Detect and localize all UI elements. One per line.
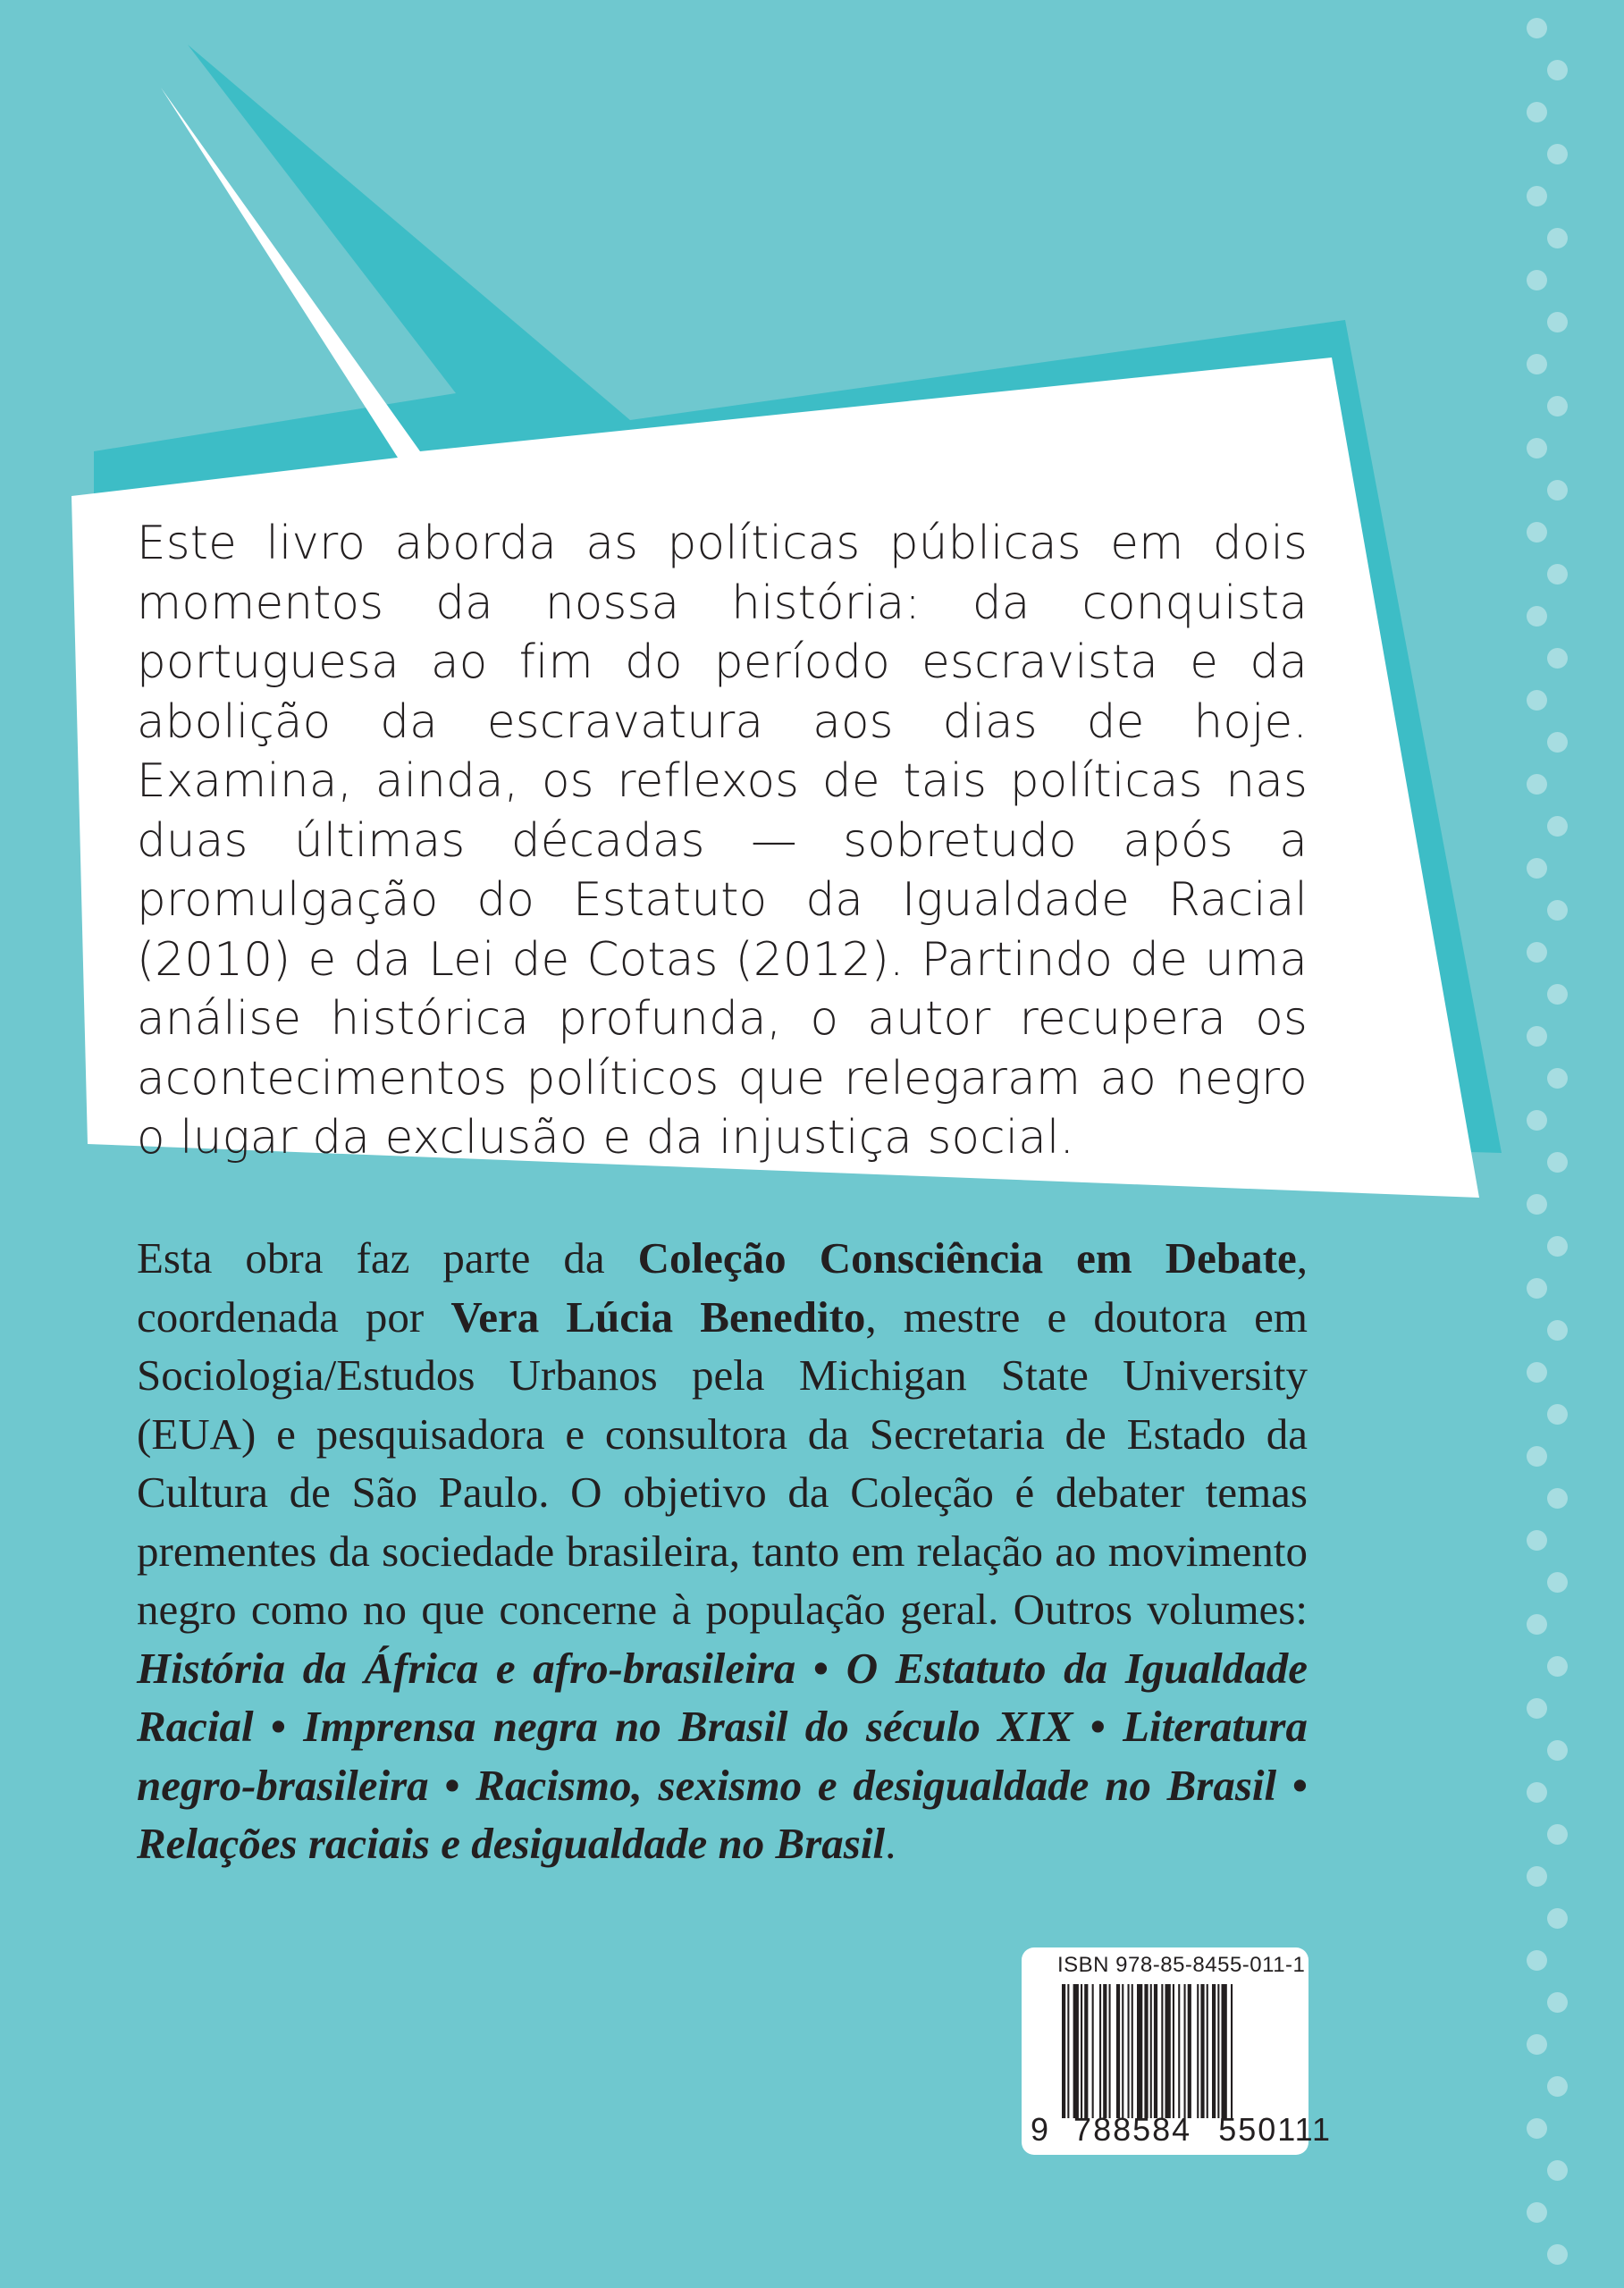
barcode-bar <box>1122 1984 1123 2118</box>
decorative-dot <box>1547 1908 1568 1929</box>
barcode-bar <box>1132 1984 1133 2118</box>
decorative-dot <box>1547 396 1568 416</box>
volume-title: Racismo, sexismo e desigualdade no Brasil <box>475 1760 1277 1810</box>
collection-name: Coleção Consciência em Debate <box>637 1233 1297 1283</box>
decorative-dot <box>1527 18 1547 38</box>
decorative-dot <box>1527 1698 1547 1719</box>
volume-title: Imprensa negra no Brasil do século XIX <box>303 1702 1073 1751</box>
decorative-dot <box>1527 690 1547 711</box>
decorative-dot <box>1547 1740 1568 1761</box>
decorative-dot <box>1547 228 1568 248</box>
decorative-dot <box>1547 1320 1568 1341</box>
decorative-dot <box>1547 1992 1568 2013</box>
decorative-dot <box>1547 984 1568 1005</box>
decorative-dot <box>1547 1404 1568 1425</box>
barcode-bar <box>1081 1984 1082 2118</box>
decorative-dot <box>1527 1614 1547 1635</box>
decorative-dot <box>1547 1488 1568 1509</box>
decorative-dot <box>1527 1026 1547 1047</box>
decorative-dot <box>1527 2202 1547 2223</box>
barcode-bar <box>1099 1984 1101 2118</box>
decorative-dot <box>1547 564 1568 585</box>
decorative-dot <box>1547 1068 1568 1089</box>
decorative-dot <box>1527 1782 1547 1803</box>
decorative-dot <box>1527 942 1547 963</box>
barcode-bar <box>1067 1984 1069 2118</box>
barcode-bar <box>1222 1984 1227 2118</box>
barcode-bar <box>1116 1984 1120 2118</box>
barcode-bar <box>1137 1984 1142 2118</box>
dot-column-decoration <box>1527 18 1580 2279</box>
decorative-dot <box>1527 1866 1547 1887</box>
isbn-label: ISBN 978-85-8455-011-1 <box>1057 1953 1306 1977</box>
decorative-dot <box>1527 858 1547 879</box>
decorative-dot <box>1527 1194 1547 1215</box>
decorative-dot <box>1527 186 1547 206</box>
decorative-dot <box>1547 1572 1568 1593</box>
decorative-dot <box>1527 270 1547 290</box>
collection-intro: Esta obra faz parte da <box>137 1233 638 1283</box>
ean-left-group: 788584 <box>1073 2111 1192 2148</box>
decorative-dot <box>1547 1656 1568 1677</box>
collection-paragraph <box>137 1229 1308 1873</box>
volume-title: História da África e afro-brasileira <box>137 1643 796 1693</box>
decorative-dot <box>1547 2076 1568 2097</box>
decorative-dot <box>1547 480 1568 500</box>
barcode-bar <box>1217 1984 1219 2118</box>
decorative-dot <box>1527 2034 1547 2055</box>
ean-right-group: 550111 <box>1218 2111 1332 2148</box>
barcode-bar <box>1109 1984 1111 2118</box>
collection-coordinator: Vera Lúcia Benedito <box>450 1291 866 1342</box>
collection-closing: . <box>885 1819 896 1868</box>
decorative-dot <box>1527 354 1547 374</box>
barcode-bar <box>1207 1984 1208 2118</box>
barcode-bar <box>1200 1984 1204 2118</box>
volume-title: Literatura negro-brasileira <box>137 1702 1308 1810</box>
barcode-bar <box>1178 1984 1180 2118</box>
volume-separator: • <box>253 1702 304 1751</box>
volume-title: Relações raciais e desigualdade no Brasil <box>137 1819 886 1868</box>
volume-separator: • <box>1073 1702 1123 1751</box>
barcode-bar <box>1062 1984 1065 2118</box>
decorative-dot <box>1547 312 1568 332</box>
ean-first-digit: 9 <box>1031 2111 1051 2148</box>
barcode-bars <box>1062 1984 1285 2118</box>
decorative-dot <box>1547 1824 1568 1845</box>
ean-digits <box>1031 2111 1332 2149</box>
barcode-bar <box>1128 1984 1130 2118</box>
decorative-dot <box>1547 732 1568 753</box>
barcode-bar <box>1103 1984 1107 2118</box>
decorative-dot <box>1547 60 1568 80</box>
collection-description: , mestre e doutora em Sociologia/Estudos Urbanos pela Michigan State University (EUA) e pesquisadora e consultora da Secretaria de Estado da Cultura de São Paulo. O objetivo da Coleção é debater temas prementes da sociedade brasileira, tanto em relação ao movimento negro como no que concerne à população geral. Outros volumes: <box>137 1291 1308 1634</box>
barcode-bar <box>1212 1984 1216 2118</box>
decorative-dot <box>1527 1362 1547 1383</box>
collection-coordinated-by: , coordenada por <box>137 1233 1308 1342</box>
barcode-bar <box>1073 1984 1079 2118</box>
barcode-bar <box>1154 1984 1157 2118</box>
decorative-dot <box>1527 774 1547 795</box>
barcode-bar <box>1084 1984 1088 2118</box>
decorative-dot <box>1527 438 1547 458</box>
barcode-bar <box>1231 1984 1233 2118</box>
decorative-dot <box>1547 900 1568 921</box>
barcode-bar <box>1161 1984 1163 2118</box>
barcode-bar <box>1188 1984 1191 2118</box>
volume-separator: • <box>428 1760 476 1810</box>
barcode-bar <box>1197 1984 1199 2118</box>
decorative-dot <box>1527 1446 1547 1467</box>
decorative-dot <box>1527 1530 1547 1551</box>
decorative-dot <box>1527 2118 1547 2139</box>
decorative-dot <box>1547 144 1568 164</box>
decorative-dot <box>1547 816 1568 837</box>
barcode-bar <box>1144 1984 1148 2118</box>
blurb-text: Este livro aborda as políticas públicas em dois momentos da nossa história: da conquista portuguesa ao fim do período escravista e da abolição da escravatura aos dias de hoje. Examina, ainda, os reflexos de tais políticas nas duas últimas décadas — sobretudo após a promulgação do Estatuto da Igualdade Racial (2010) e da Lei de Cotas (2012). Partindo de uma análise histórica profunda, o autor recupera os acontecimentos políticos que relegaram ao negro o lugar da exclusão e da injustiça social. <box>137 517 1308 1165</box>
decorative-dot <box>1547 648 1568 669</box>
barcode-bar <box>1184 1984 1186 2118</box>
decorative-dot <box>1527 1110 1547 1131</box>
decorative-dot <box>1547 1152 1568 1173</box>
decorative-dot <box>1527 522 1547 543</box>
decorative-dot <box>1527 1278 1547 1299</box>
barcode-bar <box>1092 1984 1094 2118</box>
decorative-dot <box>1547 2244 1568 2265</box>
decorative-dot <box>1547 1236 1568 1257</box>
volume-title: O Estatuto da Igualdade Racial <box>137 1643 1308 1751</box>
decorative-dot <box>1527 606 1547 627</box>
volume-separator: • <box>795 1643 846 1693</box>
barcode-bar <box>1165 1984 1171 2118</box>
decorative-dot <box>1547 2160 1568 2181</box>
decorative-dot <box>1527 102 1547 122</box>
decorative-dot <box>1527 1950 1547 1971</box>
barcode-bar <box>1173 1984 1174 2118</box>
volume-separator: • <box>1276 1760 1308 1810</box>
barcode-bar <box>1150 1984 1152 2118</box>
